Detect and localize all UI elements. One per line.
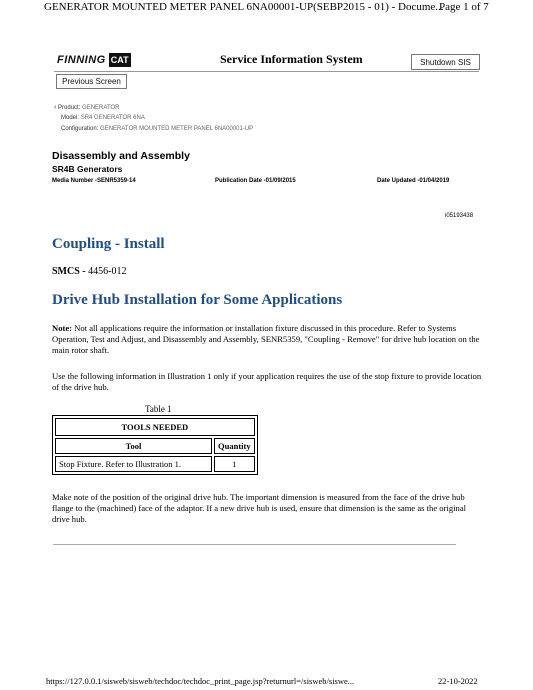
subsection-title: SR4B Generators bbox=[52, 164, 123, 174]
publication-date-label: Publication Date - bbox=[215, 178, 266, 184]
shutdown-sis-button[interactable]: Shutdown SIS bbox=[411, 54, 480, 70]
chevron-left-icon: ‹ bbox=[54, 104, 57, 111]
date-updated-label: Date Updated - bbox=[377, 178, 420, 184]
table-title-row bbox=[55, 418, 255, 436]
drive-hub-paragraph: Make note of the position of the original drive hub. The important dimension is measured from the face of the drive hub flange to the (machined) face of the adaptor. If a new drive hub is used, ensure that dimension is the same as the original drive hub. bbox=[52, 492, 467, 524]
media-number-value: SENR5359-14 bbox=[97, 178, 136, 184]
note-label: Note: bbox=[52, 323, 73, 333]
table-header-row bbox=[55, 438, 255, 454]
print-date: 22-10-2022 bbox=[438, 676, 478, 686]
table-caption: Table 1 bbox=[145, 404, 172, 414]
configuration-label: Configuration: bbox=[61, 126, 99, 132]
media-number bbox=[52, 178, 136, 184]
document-id: i05193438 bbox=[445, 213, 474, 219]
configuration-value: GENERATOR MOUNTED METER PANEL 6NA00001-UP bbox=[100, 126, 254, 132]
subheading: Drive Hub Installation for Some Applications bbox=[52, 292, 343, 308]
breadcrumb-model bbox=[61, 115, 145, 121]
finning-cat-logo bbox=[57, 52, 137, 68]
column-header-tool: Tool bbox=[55, 438, 212, 454]
smcs-value: 4456-012 bbox=[88, 266, 127, 277]
print-page-number: Page 1 of 7 bbox=[439, 1, 489, 13]
table-row bbox=[55, 456, 255, 472]
previous-screen-button[interactable]: Previous Screen bbox=[56, 74, 127, 89]
smcs-code bbox=[52, 266, 126, 277]
smcs-label: SMCS - bbox=[52, 266, 86, 277]
media-number-label: Media Number - bbox=[52, 178, 98, 184]
breadcrumb-configuration bbox=[61, 126, 253, 132]
model-label: Model: bbox=[61, 115, 80, 121]
breadcrumb-product[interactable] bbox=[54, 104, 120, 111]
publication-date bbox=[215, 178, 296, 184]
product-value: GENERATOR bbox=[82, 105, 120, 111]
date-updated-value: 01/04/2019 bbox=[419, 178, 450, 184]
tools-table-wrapper bbox=[52, 415, 258, 475]
logo-wordmark: FINNING bbox=[57, 54, 106, 66]
date-updated bbox=[377, 178, 449, 184]
content-divider bbox=[53, 544, 456, 545]
cat-badge: CAT bbox=[110, 55, 129, 65]
print-url: https://127.0.0.1/sisweb/sisweb/techdoc/techdoc_print_page.jsp?returnurl=/sisweb/siswe... bbox=[46, 676, 355, 686]
print-header bbox=[0, 0, 533, 14]
column-header-quantity: Quantity bbox=[214, 438, 255, 454]
intro-paragraph: Use the following information in Illustration 1 only if your application requires the use of the stop fixture to provide location of the drive hub. bbox=[52, 371, 482, 392]
product-label: Product: bbox=[58, 105, 81, 111]
header-divider bbox=[54, 71, 479, 72]
publication-date-value: 01/09/2015 bbox=[265, 178, 296, 184]
page-title: Coupling - Install bbox=[52, 236, 165, 252]
model-value: SR4 GENERATOR 6NA bbox=[80, 115, 145, 121]
table-cell-quantity: 1 bbox=[214, 456, 255, 472]
note-text: Not all applications require the information or installation fixture discussed in this procedure. Refer to Systems Operation, Test and Adjust, and Disassembly and Assembly, SENR5359, "Coupling - Remove" for drive hub location on the main rotor shaft. bbox=[52, 323, 480, 355]
note-paragraph bbox=[52, 323, 482, 356]
tools-needed-table bbox=[52, 415, 258, 475]
table-cell-tool: Stop Fixture. Refer to Illustration 1. bbox=[55, 456, 212, 472]
table-title: TOOLS NEEDED bbox=[55, 418, 255, 436]
section-title: Disassembly and Assembly bbox=[52, 150, 190, 162]
sis-title: Service Information System bbox=[220, 52, 363, 66]
print-header-title: GENERATOR MOUNTED METER PANEL 6NA00001-UP(SEBP2015 - 01) - Docume... bbox=[44, 1, 444, 13]
